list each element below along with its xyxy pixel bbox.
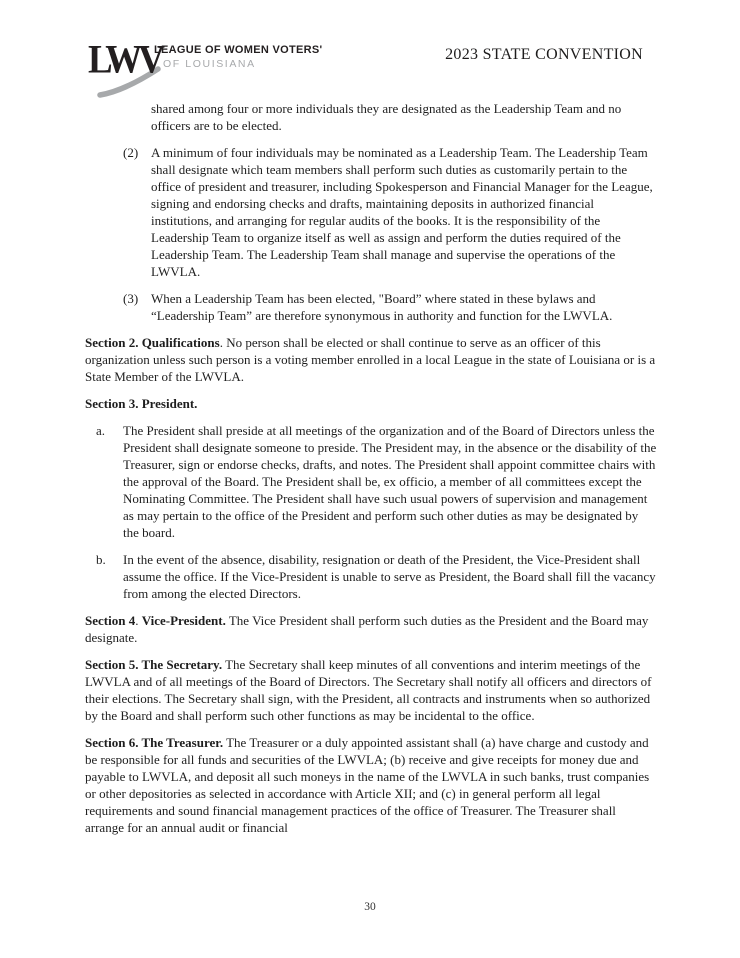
list-item-lettered (85, 551, 657, 602)
text-run: A minimum of four individuals may be nominated as a Leadership Team. The Leadership Team shall designate which team members shall perform such duties as customarily pertain to the office of president and treasurer, including Spokesperson and Financial Manager for the League, signing and endorsing checks and drafts, maintaining deposits in authorized financial institutions, and arranging for regular audits of the books. It is the responsibility of the Leadership Team to organize itself as well as assign and perform the duties required of the Leadership Team. The Leadership Team shall manage and supervise the operations of the LWVLA. (151, 145, 653, 279)
page-footer (0, 901, 740, 913)
bold-run: Section 6. The Treasurer. (85, 735, 224, 750)
list-marker: b. (96, 552, 106, 567)
list-item-numbered (85, 144, 657, 280)
text-run: In the event of the absence, disability, resignation or death of the President, the Vice-President shall assume the office. If the Vice-President is unable to serve as President, the Board shall fill the vacancy from among the elected Directors. (123, 552, 656, 601)
text-run: . (135, 613, 142, 628)
text-run: The Secretary shall keep minutes of all conventions and interim meetings of the LWVLA and of all meetings of the Board of Directors. The Secretary shall notify all officers and directors of their elections. The Secretary shall sign, with the President, all contracts and instruments when so authorized by the Board and shall perform such other functions as may be incidental to the office. (85, 657, 652, 723)
bold-run: Vice-President. (141, 613, 226, 628)
paragraph (85, 100, 657, 134)
page-number: 30 (364, 901, 376, 913)
section-paragraph (85, 656, 657, 724)
list-marker: a. (96, 423, 106, 438)
text-run: . No person shall be elected or shall continue to serve as an officer of this organization unless such person is a voting member enrolled in a local League in the state of Louisiana or is a State Member of the LWVLA. (85, 335, 656, 384)
list-marker: (2) (123, 145, 139, 160)
bold-run: Section 5. The Secretary. (85, 657, 223, 672)
section-paragraph (85, 734, 657, 836)
section-paragraph (85, 334, 657, 385)
list-item-numbered (85, 290, 657, 324)
lwv-logo-mark (88, 37, 162, 92)
bold-run: Section 4 (85, 613, 136, 628)
text-run: The Treasurer or a duly appointed assistant shall (a) have charge and custody and be responsible for all funds and securities of the LWVLA; (b) receive and give receipts for money due and payable to LWVLA, and deposit all such moneys in the name of the LWVLA in such banks, trust companies or other depositories as selected in accordance with Article XII; and (c) in general perform all legal requirements and sound financial management practices of the office of Treasurer. The Treasurer shall arrange for an annual audit or financial (85, 735, 650, 835)
section-heading (85, 395, 657, 412)
text-run: shared among four or more individuals they are designated as the Leadership Team and no officers are to be elected. (151, 101, 622, 133)
lwv-logo (88, 37, 323, 92)
logo-org-name: LEAGUE OF WOMEN VOTERS' (154, 44, 323, 56)
page-header (0, 0, 740, 96)
list-marker: (3) (123, 291, 139, 306)
text-run: The President shall preside at all meetings of the organization and of the Board of Directors unless the President shall designate someone to preside. The President may, in the absence or the disability of the Treasurer, sign or endorse checks, drafts, and notes. The President shall appoint committee chairs with the approval of the Board. The President shall be, ex officio, a member of all committees except the Nominating Committee. The President shall have such usual powers of supervision and management as may pertain to the office of the President and perform such other duties as may be designated by the board. (123, 423, 657, 540)
lwv-logo-text (154, 40, 322, 70)
section-paragraph (85, 612, 657, 646)
lwv-monogram: LWV (88, 37, 162, 83)
text-run: When a Leadership Team has been elected, "Board” where stated in these bylaws and “Leadership Team” are therefore synonymous in authority and function for the LWVLA. (151, 291, 613, 323)
convention-title: 2023 STATE CONVENTION (445, 46, 643, 63)
bold-run: Section 2. Qualifications (85, 335, 220, 350)
bold-run: Section 3. President. (85, 396, 198, 411)
list-item-lettered (85, 422, 657, 541)
text-run: The Vice President shall perform such duties as the President and the Board may designate. (85, 613, 649, 645)
document-body (85, 100, 657, 846)
logo-org-state: OF LOUISIANA (163, 58, 256, 70)
